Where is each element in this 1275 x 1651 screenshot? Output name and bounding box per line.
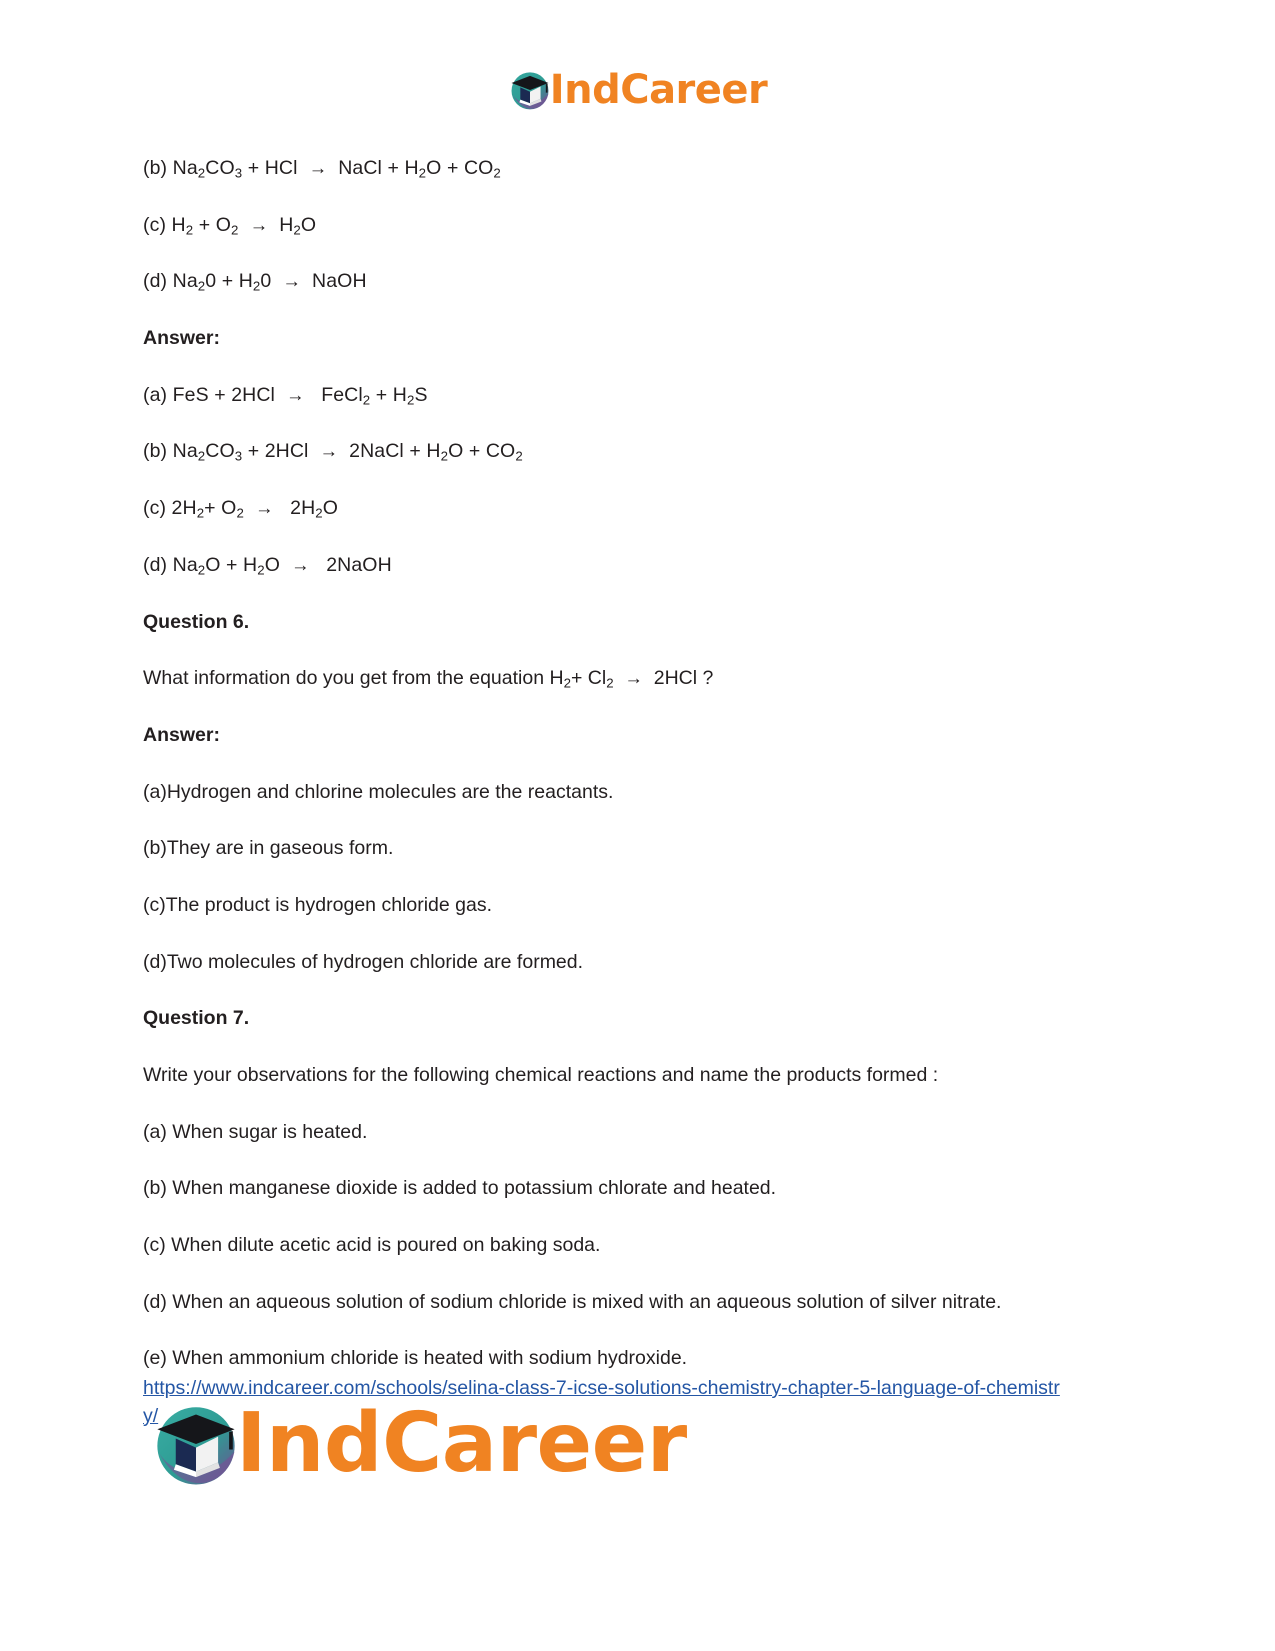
graduation-cap-book-icon	[150, 1398, 242, 1490]
question-6-heading: Question 6.	[143, 610, 250, 633]
question-7-item-e: (e) When ammonium chloride is heated with sodium hydroxide.	[143, 1347, 688, 1370]
brand-logo-footer	[150, 1398, 687, 1490]
graduation-cap-book-icon	[508, 68, 552, 112]
question-7-item-d: (d) When an aqueous solution of sodium chloride is mixed with an aqueous solution of silver nitrate.	[143, 1290, 1002, 1313]
question-6-answer-b: (b)They are in gaseous form.	[143, 837, 394, 860]
equation-b-balanced: (b) $Na_2CO_3 + 2HCl$ → 2NaCl + $H_2O + CO_2$	[143, 440, 523, 465]
source-url-link[interactable]: https://www.indcareer.com/schools/selina-class-7-icse-solutions-chemistry-chapter-5-language-of-chemistry/	[143, 1377, 1060, 1427]
brand-wordmark-footer: IndCareer	[236, 1396, 687, 1491]
question-6-answer-d: (d)Two molecules of hydrogen chloride are formed.	[143, 950, 584, 973]
question-6-answer-a: (a)Hydrogen and chlorine molecules are the reactants.	[143, 780, 614, 803]
question-7-item-b: (b) When manganese dioxide is added to potassium chlorate and heated.	[143, 1177, 777, 1200]
document-content	[143, 155, 1073, 1431]
brand-logo	[508, 68, 768, 112]
question-7-heading: Question 7.	[143, 1007, 250, 1030]
equation-d-balanced: (d) $Na_2O + H_2O$ → 2NaOH	[143, 553, 392, 578]
question-6-body: What information do you get from the equation $H_2+ Cl_2 \to 2HCl$ ?	[143, 667, 714, 691]
brand-wordmark: IndCareer	[549, 67, 768, 113]
question-6-answer-c: (c)The product is hydrogen chloride gas.	[143, 893, 493, 916]
question-7-body: Write your observations for the following chemical reactions and name the products formed :	[143, 1064, 939, 1086]
question-7-item-c: (c) When dilute acetic acid is poured on baking soda.	[143, 1234, 601, 1257]
question-7-item-a: (a) When sugar is heated.	[143, 1120, 368, 1143]
answer-heading-2: Answer:	[143, 723, 220, 746]
equation-a-balanced: (a) FeS + 2HCl → FeCl$_2$ + $H_2S$	[143, 383, 428, 408]
header-logo	[0, 68, 1275, 112]
answer-heading-1: Answer:	[143, 327, 220, 350]
equation-c-balanced: (c) $2H_2+ O_2 \to 2H_2O$	[143, 497, 339, 521]
equation-d-unbalanced: (d) $Na_20 + H_20$ → NaOH	[143, 270, 367, 295]
equation-b-unbalanced: (b) $Na_2CO_3$ + HCl → NaCl + $H_2O + CO_2$	[143, 157, 501, 181]
equation-c-unbalanced: (c) $H_2 + O_2 \to H_2O$	[143, 213, 317, 238]
footer-logo	[150, 1398, 687, 1490]
